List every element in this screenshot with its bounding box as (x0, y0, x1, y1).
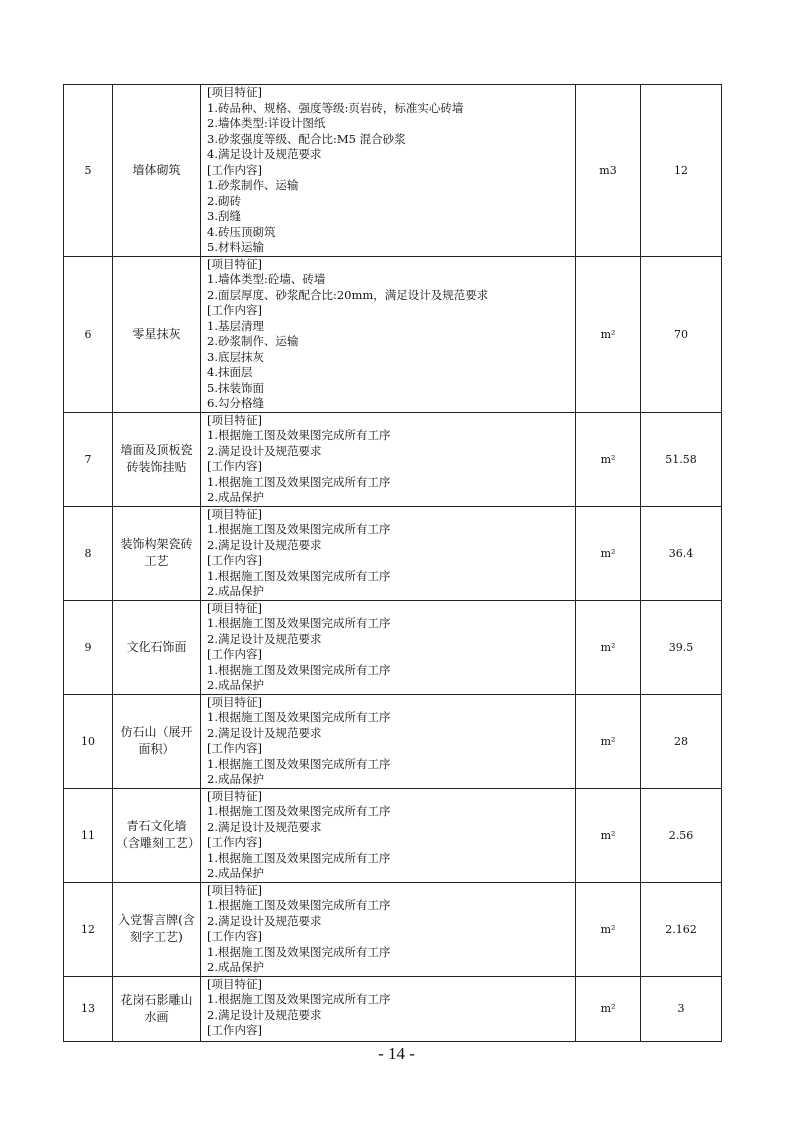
description-line: 2.成品保护 (207, 490, 264, 504)
description-line: 1.根据施工图及效果图完成所有工序 (207, 522, 391, 536)
table-row (64, 256, 722, 412)
description-line: [项目特征] (207, 600, 262, 615)
description-line: 5.抹装饰面 (207, 380, 264, 395)
bill-of-quantities-table (63, 84, 722, 1042)
description-line: [项目特征] (207, 976, 262, 991)
description-line: [项目特征] (207, 694, 262, 709)
description-line: 2.满足设计及规范要求 (207, 819, 322, 834)
description-line: 2.成品保护 (207, 772, 264, 786)
quantity-cell: 51.58 (641, 412, 722, 506)
description-line: [项目特征] (207, 85, 262, 99)
description-line: 5.材料运输 (207, 240, 264, 254)
description-line: 4.满足设计及规范要求 (207, 147, 322, 161)
item-description-cell (201, 882, 576, 976)
description-line: 1.根据施工图及效果图完成所有工序 (207, 992, 391, 1006)
table-row (64, 788, 722, 882)
table-row (64, 882, 722, 976)
description-line: [项目特征] (207, 788, 262, 803)
item-name-cell: 墙体砌筑 (113, 85, 201, 257)
description-line: 1.根据施工图及效果图完成所有工序 (207, 944, 391, 959)
description-line: 1.根据施工图及效果图完成所有工序 (207, 568, 391, 583)
description-line: 2.满足设计及规范要求 (207, 1007, 322, 1022)
item-number-cell: 9 (64, 600, 113, 694)
page-number: - 14 - (378, 1044, 415, 1063)
description-line: 2.满足设计及规范要求 (207, 537, 322, 552)
description-line: 2.成品保护 (207, 866, 264, 880)
item-description-cell (201, 85, 576, 257)
quantity-cell: 2.56 (641, 788, 722, 882)
description-line: 2.墙体类型:详设计图纸 (207, 116, 326, 130)
unit-cell: m² (576, 412, 641, 506)
description-line: 2.满足设计及规范要求 (207, 913, 322, 928)
item-name-cell: 青石文化墙（含雕刻工艺） (113, 788, 201, 882)
description-line: 1.根据施工图及效果图完成所有工序 (207, 756, 391, 771)
description-line: 2.面层厚度、砂浆配合比:20mm，满足设计及规范要求 (207, 287, 489, 302)
item-name-cell: 花岗石影雕山水画 (113, 976, 201, 1041)
quantity-cell: 39.5 (641, 600, 722, 694)
unit-cell: m² (576, 694, 641, 788)
item-name-cell: 仿石山（展开面积） (113, 694, 201, 788)
item-description-cell (201, 694, 576, 788)
table-row (64, 976, 722, 1041)
description-line: 1.基层清理 (207, 318, 264, 333)
description-line: 2.砂浆制作、运输 (207, 334, 299, 348)
description-line: [工作内容] (207, 1023, 262, 1037)
table-row (64, 85, 722, 257)
item-number-cell: 5 (64, 85, 113, 257)
description-line: [项目特征] (207, 506, 262, 521)
description-line: 1.根据施工图及效果图完成所有工序 (207, 850, 391, 865)
item-description-cell (201, 256, 576, 412)
quantity-cell: 70 (641, 256, 722, 412)
item-name-cell: 入党誓言牌(含刻字工艺) (113, 882, 201, 976)
unit-cell: m² (576, 256, 641, 412)
description-line: 1.根据施工图及效果图完成所有工序 (207, 710, 391, 724)
description-line: 1.砖品种、规格、强度等级:页岩砖，标准实心砖墙 (207, 100, 464, 115)
description-line: 2.成品保护 (207, 678, 264, 692)
table-row (64, 600, 722, 694)
item-number-cell: 8 (64, 506, 113, 600)
unit-cell: m² (576, 506, 641, 600)
item-description-cell (201, 600, 576, 694)
description-line: [工作内容] (207, 929, 262, 943)
description-line: 4.砖压顶砌筑 (207, 224, 276, 239)
item-description-cell (201, 976, 576, 1041)
item-name-cell: 文化石饰面 (113, 600, 201, 694)
item-number-cell: 6 (64, 256, 113, 412)
table-row (64, 506, 722, 600)
item-number-cell: 10 (64, 694, 113, 788)
description-line: 1.根据施工图及效果图完成所有工序 (207, 616, 391, 630)
description-line: 1.根据施工图及效果图完成所有工序 (207, 428, 391, 442)
quantity-cell: 28 (641, 694, 722, 788)
description-line: 1.墙体类型:砼墙、砖墙 (207, 272, 326, 286)
description-line: [工作内容] (207, 553, 262, 567)
item-name-cell: 零星抹灰 (113, 256, 201, 412)
description-line: 2.满足设计及规范要求 (207, 631, 322, 646)
description-line: 2.满足设计及规范要求 (207, 443, 322, 458)
bill-of-quantities-table-container (63, 84, 721, 1042)
item-number-cell: 11 (64, 788, 113, 882)
quantity-cell: 12 (641, 85, 722, 257)
table-row (64, 694, 722, 788)
item-name-cell: 装饰构架瓷砖工艺 (113, 506, 201, 600)
item-description-cell (201, 788, 576, 882)
description-line: 3.刮缝 (207, 209, 241, 223)
unit-cell: m3 (576, 85, 641, 257)
description-line: [项目特征] (207, 412, 262, 427)
unit-cell: m² (576, 976, 641, 1041)
description-line: [工作内容] (207, 741, 262, 755)
description-line: [工作内容] (207, 459, 262, 473)
unit-cell: m² (576, 882, 641, 976)
description-line: 2.成品保护 (207, 584, 264, 598)
unit-cell: m² (576, 600, 641, 694)
description-line: 3.砂浆强度等级、配合比:M5 混合砂浆 (207, 131, 406, 146)
description-line: 1.根据施工图及效果图完成所有工序 (207, 898, 391, 912)
description-line: [工作内容] (207, 647, 262, 661)
quantity-cell: 36.4 (641, 506, 722, 600)
description-line: [项目特征] (207, 256, 262, 271)
description-line: [项目特征] (207, 882, 262, 897)
item-number-cell: 13 (64, 976, 113, 1041)
description-line: 2.成品保护 (207, 960, 264, 974)
description-line: 1.砂浆制作、运输 (207, 178, 299, 192)
quantity-cell: 3 (641, 976, 722, 1041)
table-body (64, 85, 722, 1042)
quantity-cell: 2.162 (641, 882, 722, 976)
description-line: 1.根据施工图及效果图完成所有工序 (207, 804, 391, 818)
item-number-cell: 7 (64, 412, 113, 506)
description-line: 2.砌砖 (207, 193, 241, 208)
description-line: 6.勾分格缝 (207, 396, 264, 410)
description-line: 1.根据施工图及效果图完成所有工序 (207, 662, 391, 677)
item-name-cell: 墙面及顶板瓷砖装饰挂贴 (113, 412, 201, 506)
description-line: [工作内容] (207, 835, 262, 849)
description-line: 2.满足设计及规范要求 (207, 725, 322, 740)
description-line: [工作内容] (207, 303, 262, 317)
item-description-cell (201, 506, 576, 600)
description-line: 1.根据施工图及效果图完成所有工序 (207, 474, 391, 489)
description-line: [工作内容] (207, 162, 262, 177)
item-description-cell (201, 412, 576, 506)
unit-cell: m² (576, 788, 641, 882)
description-line: 4.抹面层 (207, 365, 253, 379)
item-number-cell: 12 (64, 882, 113, 976)
description-line: 3.底层抹灰 (207, 349, 264, 364)
table-row (64, 412, 722, 506)
